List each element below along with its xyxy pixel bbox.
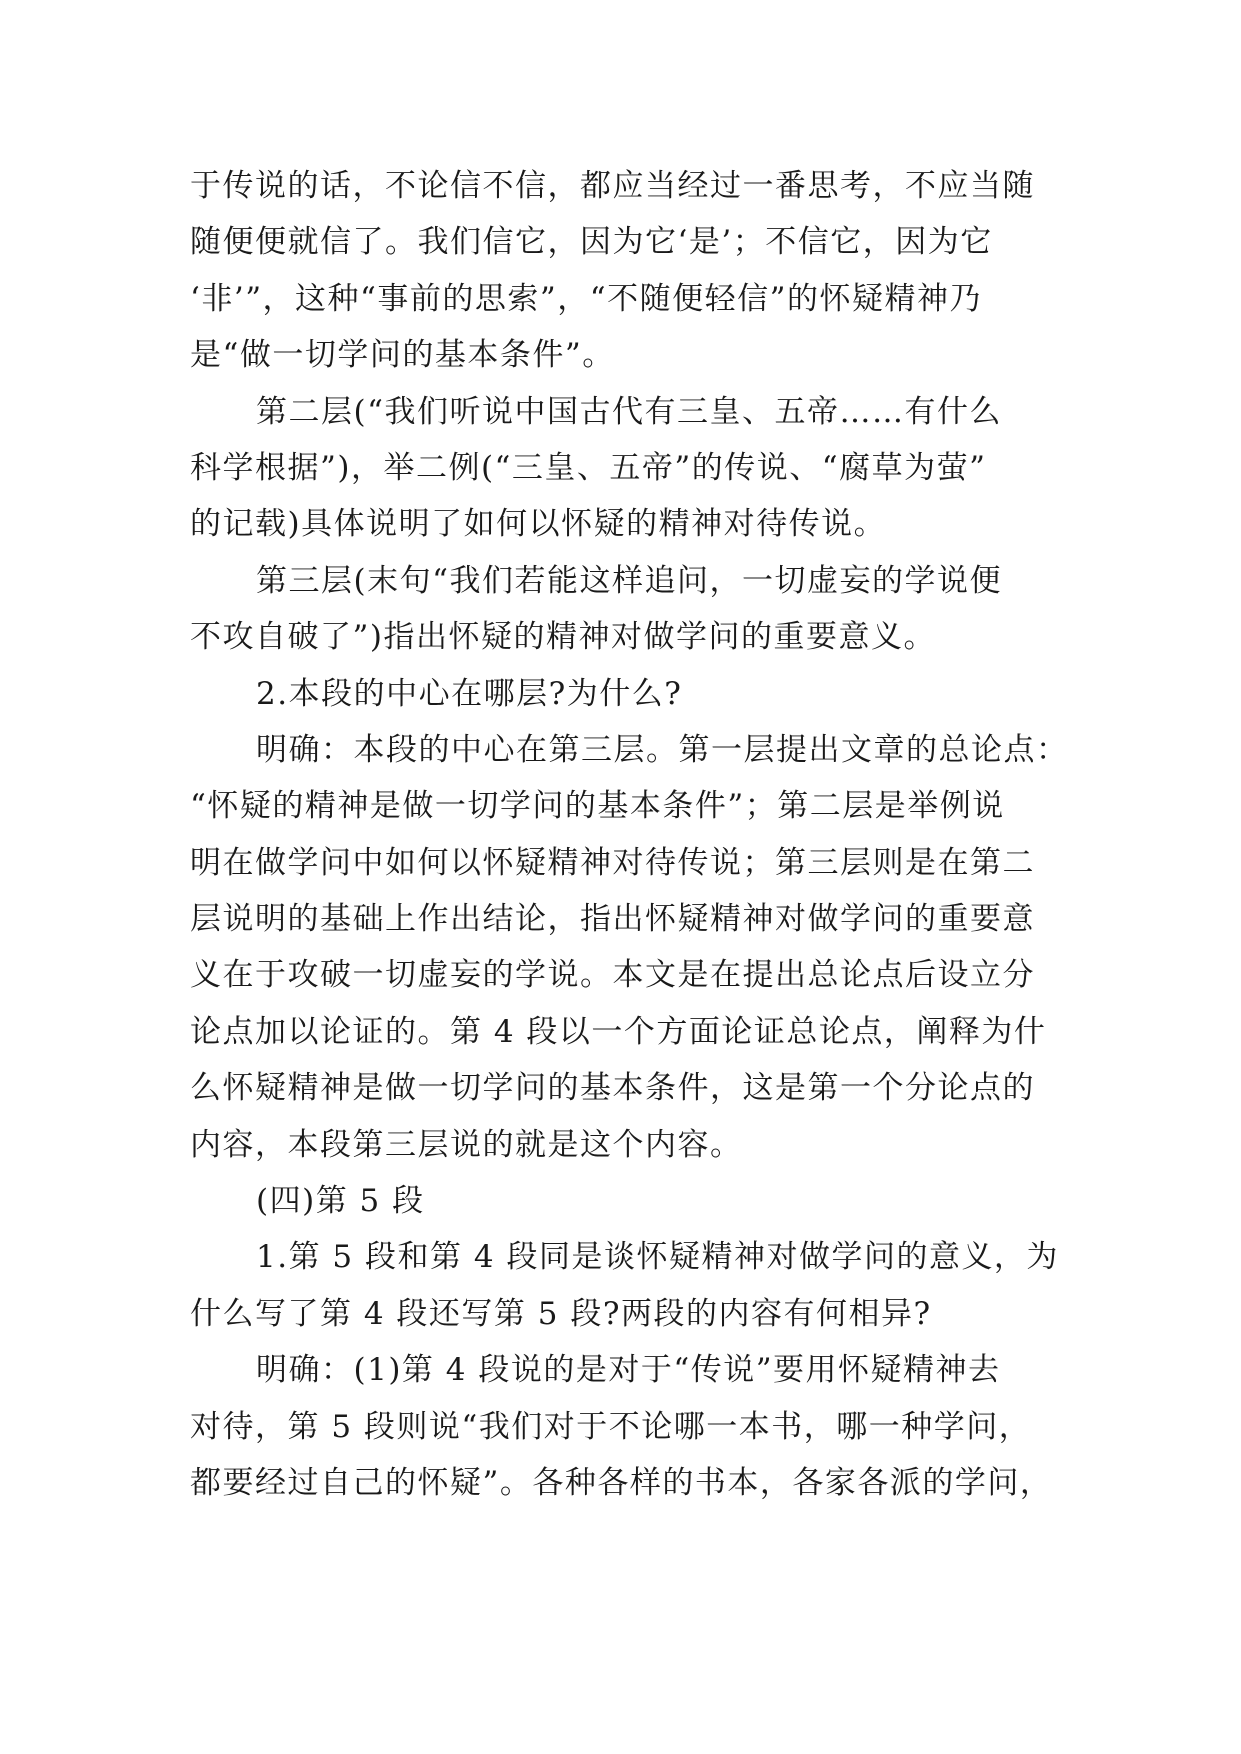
text-line: ‘非’”，这种“事前的思索”，“不随便轻信”的怀疑精神乃 bbox=[190, 280, 982, 317]
answer-line: 明确：(1)第 4 段说的是对于“传说”要用怀疑精神去 bbox=[256, 1352, 1001, 1389]
section-heading: (四)第 5 段 bbox=[256, 1183, 425, 1220]
text-line: 第三层(末句“我们若能这样追问，一切虚妄的学说便 bbox=[256, 562, 1002, 599]
text-line: 于传说的话，不论信不信，都应当经过一番思考，不应当随 bbox=[190, 168, 1035, 204]
document-body bbox=[190, 158, 1069, 1511]
question-line: 1.第 5 段和第 4 段同是谈怀疑精神对做学问的意义，为 bbox=[256, 1239, 1059, 1276]
text-line: 什么写了第 4 段还写第 5 段?两段的内容有何相异? bbox=[190, 1295, 932, 1332]
text-line: 么怀疑精神是做一切学问的基本条件，这是第一个分论点的 bbox=[190, 1070, 1035, 1107]
text-line: 义在于攻破一切虚妄的学说。本文是在提出总论点后设立分 bbox=[190, 957, 1035, 994]
text-line: 的记载)具体说明了如何以怀疑的精神对待传说。 bbox=[190, 506, 887, 543]
text-line: 都要经过自己的怀疑”。各种各样的书本，各家各派的学问， bbox=[190, 1464, 1053, 1501]
text-line: 层说明的基础上作出结论，指出怀疑精神对做学问的重要意 bbox=[190, 901, 1035, 938]
text-line: 是“做一切学问的基本条件”。 bbox=[190, 337, 615, 374]
text-line: 不攻自破了”)指出怀疑的精神对做学问的重要意义。 bbox=[190, 619, 936, 656]
question-line: 2.本段的中心在哪层?为什么? bbox=[256, 675, 683, 712]
text-line: 科学根据”)，举二例(“三皇、五帝”的传说、“腐草为萤” bbox=[190, 449, 987, 486]
text-line: 论点加以论证的。第 4 段以一个方面论证总论点，阐释为什 bbox=[190, 1013, 1047, 1050]
text-line: “怀疑的精神是做一切学问的基本条件”；第二层是举例说 bbox=[190, 788, 1005, 825]
text-line: 随便便就信了。我们信它，因为它‘是’；不信它，因为它 bbox=[190, 224, 993, 261]
answer-line: 明确：本段的中心在第三层。第一层提出文章的总论点： bbox=[256, 731, 1069, 768]
text-line: 内容，本段第三层说的就是这个内容。 bbox=[190, 1126, 743, 1163]
text-line: 明在做学问中如何以怀疑精神对待传说；第三层则是在第二 bbox=[190, 844, 1035, 881]
text-line: 对待，第 5 段则说“我们对于不论哪一本书，哪一种学问， bbox=[190, 1408, 1032, 1445]
text-line: 第二层(“我们听说中国古代有三皇、五帝……有什么 bbox=[256, 393, 1002, 430]
